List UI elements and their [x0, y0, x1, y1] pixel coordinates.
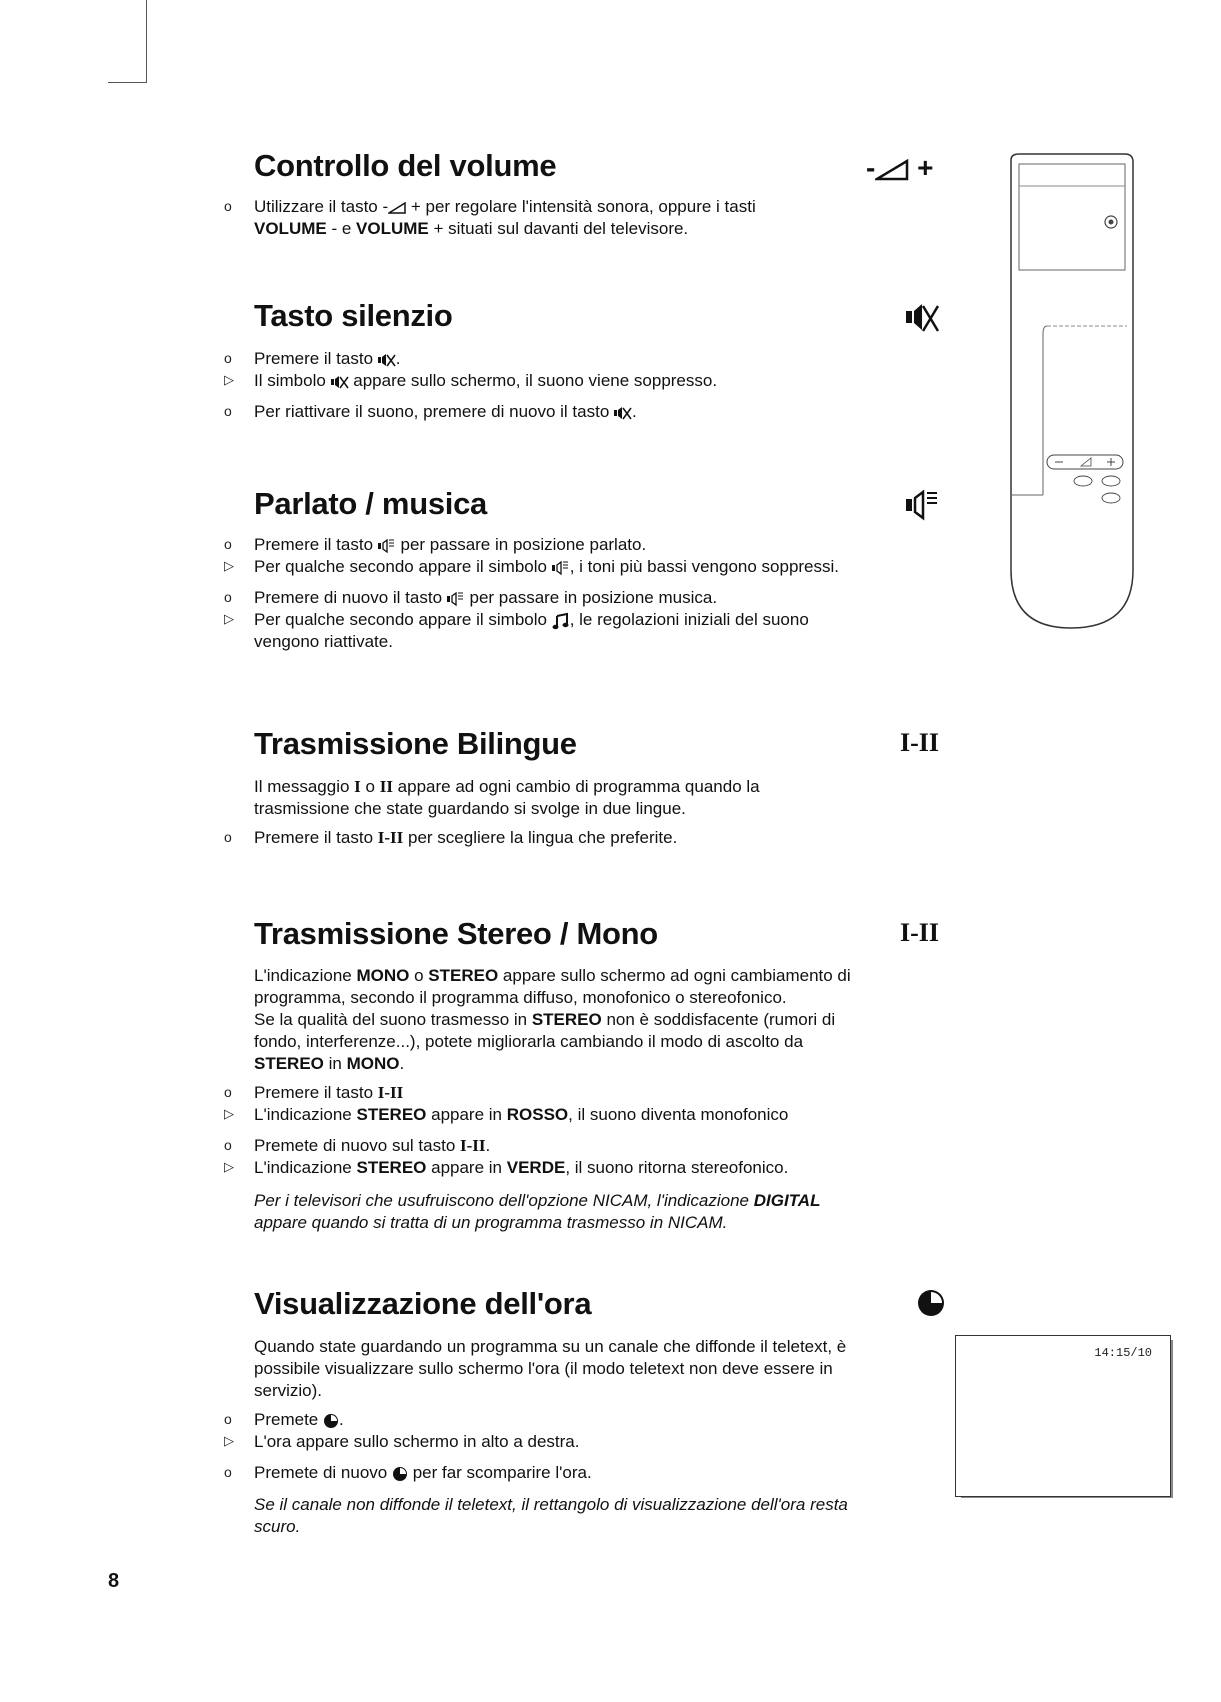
result-marker: ▷: [224, 558, 234, 573]
speech-icon: [447, 591, 465, 607]
speech-line-3: Premere di nuovo il tasto per passare in posizione musica.: [254, 588, 718, 607]
mute-icon: [614, 405, 632, 421]
clock-line-2: possibile visualizzare sullo schermo l'ora (il modo teletext non deve essere in: [254, 1359, 833, 1378]
bilingual-line-1: Il messaggio I o II appare ad ogni cambio di programma quando la: [254, 777, 760, 796]
bilingual-symbol: I-II: [900, 728, 940, 757]
speech-icon: [552, 560, 570, 576]
action-marker: o: [224, 829, 232, 845]
action-marker: o: [224, 1137, 232, 1153]
speech-icon: [378, 538, 396, 554]
volume-line-1: Utilizzare il tasto - + per regolare l'intensità sonora, oppure i tasti: [254, 197, 756, 216]
stereo-line-8: Premete di nuovo sul tasto I-II.: [254, 1136, 491, 1155]
clock-line-3: servizio).: [254, 1381, 323, 1400]
volume-symbol: [866, 152, 933, 184]
action-marker: o: [224, 1464, 232, 1480]
section-title-speech: Parlato / musica: [254, 486, 487, 521]
action-marker: o: [224, 589, 232, 605]
stereo-line-5: STEREO in MONO.: [254, 1054, 405, 1073]
result-marker: ▷: [224, 611, 234, 626]
stereo-line-1: L'indicazione MONO o STEREO appare sullo schermo ad ogni cambiamento di: [254, 966, 851, 985]
screen-time: 14:15/10: [1094, 1346, 1152, 1360]
mute-line-3: Per riattivare il suono, premere di nuovo il tasto .: [254, 402, 637, 421]
stereo-line-2: programma, secondo il programma diffuso, monofonico o stereofonico.: [254, 988, 787, 1007]
stereo-note-1: Per i televisori che usufruiscono dell'opzione NICAM, l'indicazione DIGITAL: [254, 1191, 821, 1210]
speech-icon: [905, 488, 939, 522]
clock-line-5: L'ora appare sullo schermo in alto a destra.: [254, 1432, 580, 1451]
result-marker: ▷: [224, 1106, 234, 1121]
section-title-volume: Controllo del volume: [254, 148, 557, 183]
result-marker: ▷: [224, 1159, 234, 1174]
volume-wedge-icon: [388, 202, 406, 214]
stereo-line-9: L'indicazione STEREO appare in VERDE, il suono ritorna stereofonico.: [254, 1158, 789, 1177]
section-title-bilingual: Trasmissione Bilingue: [254, 726, 577, 761]
clock-icon: [323, 1413, 339, 1429]
clock-icon: [916, 1288, 946, 1318]
music-note-icon: [552, 612, 570, 630]
action-marker: o: [224, 198, 232, 214]
mute-symbol: [905, 300, 939, 339]
stereo-line-3: Se la qualità del suono trasmesso in STEREO non è soddisfacente (rumori di: [254, 1010, 836, 1029]
volume-line-2: VOLUME - e VOLUME + situati sul davanti del televisore.: [254, 219, 689, 238]
crop-mark: [108, 0, 147, 83]
mute-line-1: Premere il tasto .: [254, 349, 401, 368]
section-title-clock: Visualizzazione dell'ora: [254, 1286, 592, 1321]
tv-screen-illustration: [955, 1335, 1171, 1497]
clock-line-6: Premete di nuovo per far scomparire l'ora.: [254, 1463, 592, 1482]
result-marker: ▷: [224, 1433, 234, 1448]
action-marker: o: [224, 1411, 232, 1427]
mute-line-2: Il simbolo appare sullo schermo, il suono viene soppresso.: [254, 371, 718, 390]
volume-minus: -: [866, 152, 876, 183]
clock-icon: [392, 1466, 408, 1482]
bilingual-line-3: Premere il tasto I-II per scegliere la lingua che preferite.: [254, 828, 678, 847]
stereo-note-2: appare quando si tratta di un programma trasmesso in NICAM.: [254, 1213, 728, 1232]
speech-line-1: Premere il tasto per passare in posizione parlato.: [254, 535, 647, 554]
clock-line-1: Quando state guardando un programma su un canale che diffonde il teletext, è: [254, 1337, 847, 1356]
bilingual-line-2: trasmissione che state guardando si svolge in due lingue.: [254, 799, 686, 818]
speech-line-5: vengono riattivate.: [254, 632, 393, 651]
stereo-line-4: fondo, interferenze...), potete migliorarla cambiando il modo di ascolto da: [254, 1032, 804, 1051]
speech-symbol: [905, 488, 939, 527]
speech-line-2: Per qualche secondo appare il simbolo , i toni più bassi vengono soppressi.: [254, 557, 840, 576]
mute-icon: [378, 352, 396, 368]
speech-line-4: Per qualche secondo appare il simbolo , le regolazioni iniziali del suono: [254, 610, 809, 629]
section-title-stereo: Trasmissione Stereo / Mono: [254, 916, 658, 951]
section-title-mute: Tasto silenzio: [254, 298, 453, 333]
stereo-symbol: I-II: [900, 918, 940, 947]
clock-note-1: Se il canale non diffonde il teletext, il rettangolo di visualizzazione dell'ora resta: [254, 1495, 848, 1514]
clock-note-2: scuro.: [254, 1517, 301, 1536]
result-marker: ▷: [224, 372, 234, 387]
stereo-line-6: Premere il tasto I-II: [254, 1083, 404, 1102]
volume-plus: +: [917, 152, 934, 183]
volume-wedge-icon: [875, 159, 909, 181]
clock-symbol: [916, 1288, 946, 1323]
clock-line-4: Premete .: [254, 1410, 344, 1429]
stereo-line-7: L'indicazione STEREO appare in ROSSO, il suono diventa monofonico: [254, 1105, 789, 1124]
remote-control-illustration: [1007, 150, 1139, 640]
action-marker: o: [224, 1084, 232, 1100]
action-marker: o: [224, 403, 232, 419]
mute-icon: [905, 300, 939, 334]
page-number: 8: [108, 1570, 120, 1592]
mute-icon: [331, 374, 349, 390]
action-marker: o: [224, 350, 232, 366]
action-marker: o: [224, 536, 232, 552]
